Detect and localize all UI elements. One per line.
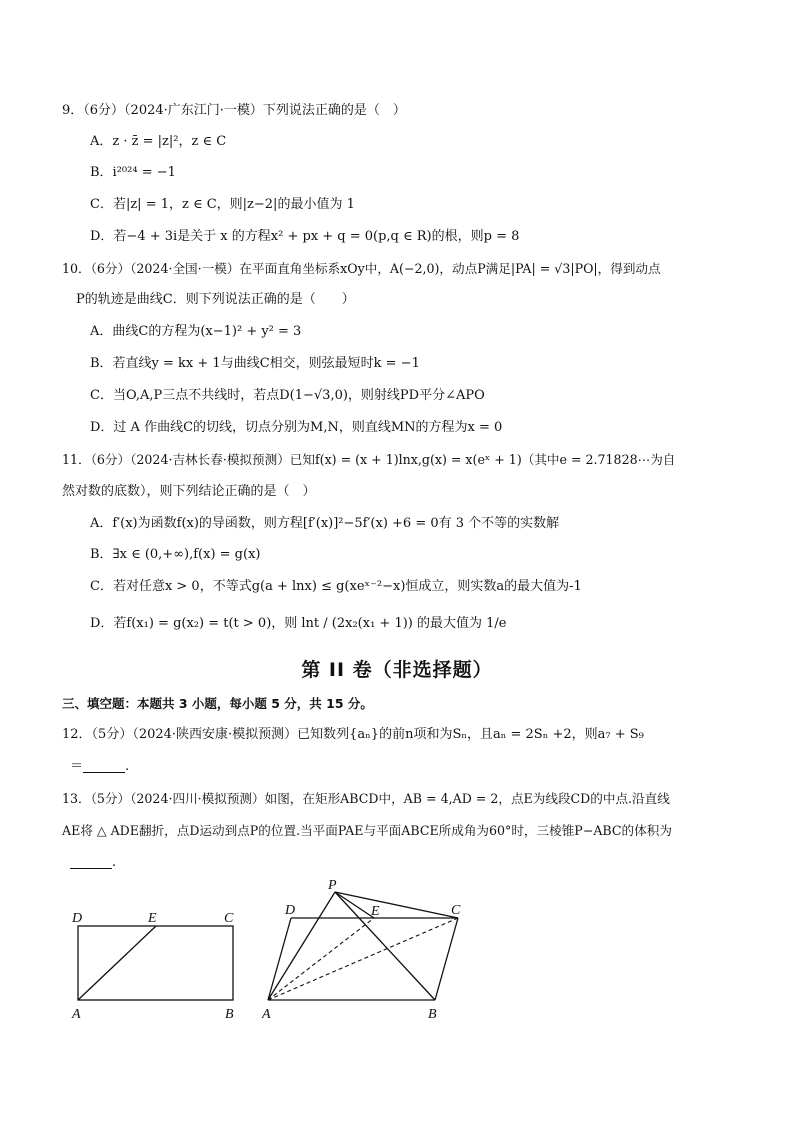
q9-option-a: A．z · z̄ = |z|²，z ∈ C (90, 134, 227, 149)
q12-equals: ＝ (70, 759, 84, 774)
q9-option-d: D．若−4 + 3i是关于 x 的方程x² + px + q = 0(p,q ∈ R)的根，则p = 8 (90, 229, 520, 244)
part3-header: 三、填空题：本题共 3 小题，每小题 5 分，共 15 分。 (62, 696, 373, 711)
q13-line3: . (70, 854, 116, 872)
q10-stem-line2: P的轨迹是曲线C．则下列说法正确的是（ ） (76, 292, 355, 307)
q9-option-b: B．i²⁰²⁴ = −1 (90, 165, 176, 180)
label-e: E (148, 911, 157, 926)
figure-rectangle-abcd (60, 900, 260, 1040)
edge-pa (268, 892, 335, 1000)
q9-stem: 9．（6分）（2024·广东江门·一模）下列说法正确的是（ ） (62, 103, 406, 118)
label-d2: D (285, 903, 296, 918)
q11-option-b: B．∃x ∈ (0,+∞),f(x) = g(x) (90, 547, 261, 562)
q11-option-d: D．若f(x₁) = g(x₂) = t(t > 0)，则 lnt / (2x₂(x₁ + 1)) 的最大值为 1/e (90, 616, 507, 631)
label-d: D (72, 911, 83, 926)
q11-stem-line2: 然对数的底数），则下列结论正确的是（ ） (62, 484, 316, 499)
segment-ae (78, 926, 156, 1000)
q12-answer-blank (83, 758, 125, 773)
edge-pb (335, 892, 435, 1000)
edge-da (268, 918, 291, 1000)
q11-option-a: A．f′(x)为函数f(x)的导函数，则方程[f′(x)]²−5f′(x) +6 = 0有 3 个不等的实数解 (90, 516, 560, 531)
q13-answer-blank (70, 854, 112, 869)
q9-option-c: C．若|z| = 1，z ∈ C，则|z−2|的最小值为 1 (90, 197, 355, 212)
label-c2: C (451, 903, 461, 918)
edge-bc (435, 918, 458, 1000)
q10-option-b: B．若直线y = kx + 1与曲线C相交，则弦最短时k = −1 (90, 356, 420, 371)
label-b2: B (428, 1007, 437, 1022)
q10-option-c: C．当O,A,P三点不共线时，若点D(1−√3,0)，则射线PD平分∠APO (90, 388, 485, 403)
q12-line1: 12．（5分）（2024·陕西安康·模拟预测）已知数列{aₙ}的前n项和为Sₙ，且aₙ = 2Sₙ +2，则a₇ + S₉ (62, 727, 644, 742)
q10-stem-line1: 10．（6分）（2024·全国·一模）在平面直角坐标系xOy中，A(−2,0)，动点P满足|PA| = √3|PO|，得到动点 (62, 261, 661, 276)
dashed-ac (268, 918, 458, 1000)
q11-option-c: C．若对任意x > 0，不等式g(a + lnx) ≤ g(xeˣ⁻²−x)恒成立，则实数a的最大值为-1 (90, 579, 582, 594)
dashed-ae (268, 918, 374, 1000)
label-e2: E (371, 904, 380, 919)
q10-option-a: A．曲线C的方程为(x−1)² + y² = 3 (90, 324, 302, 339)
q10-option-d: D．过 A 作曲线C的切线，切点分别为M,N，则直线MN的方程为x = 0 (90, 420, 503, 435)
q11-stem-line1: 11．（6分）（2024·吉林长春·模拟预测）已知f(x) = (x + 1)lnx,g(x) = x(eˣ + 1)（其中e = 2.71828⋯为自 (62, 452, 676, 467)
label-b: B (225, 1007, 234, 1022)
label-p: P (328, 878, 337, 893)
q12-line2: ＝ . (70, 759, 130, 774)
label-c: C (224, 911, 234, 926)
figure-folded-pyramid (255, 875, 495, 1035)
q13-line2: AE将 △ ADE翻折，点D运动到点P的位置.当平面PAE与平面ABCE所成角为60°时，三棱锥P−ABC的体积为 (62, 823, 672, 838)
q13-line1: 13．（5分）（2024·四川·模拟预测）如图，在矩形ABCD中，AB = 4,AD = 2，点E为线段CD的中点.沿直线 (62, 791, 670, 806)
label-a2: A (262, 1007, 271, 1022)
rectangle-abcd (78, 926, 233, 1000)
section-title: 第 II 卷（非选择题） (301, 659, 493, 681)
label-a: A (72, 1007, 81, 1022)
